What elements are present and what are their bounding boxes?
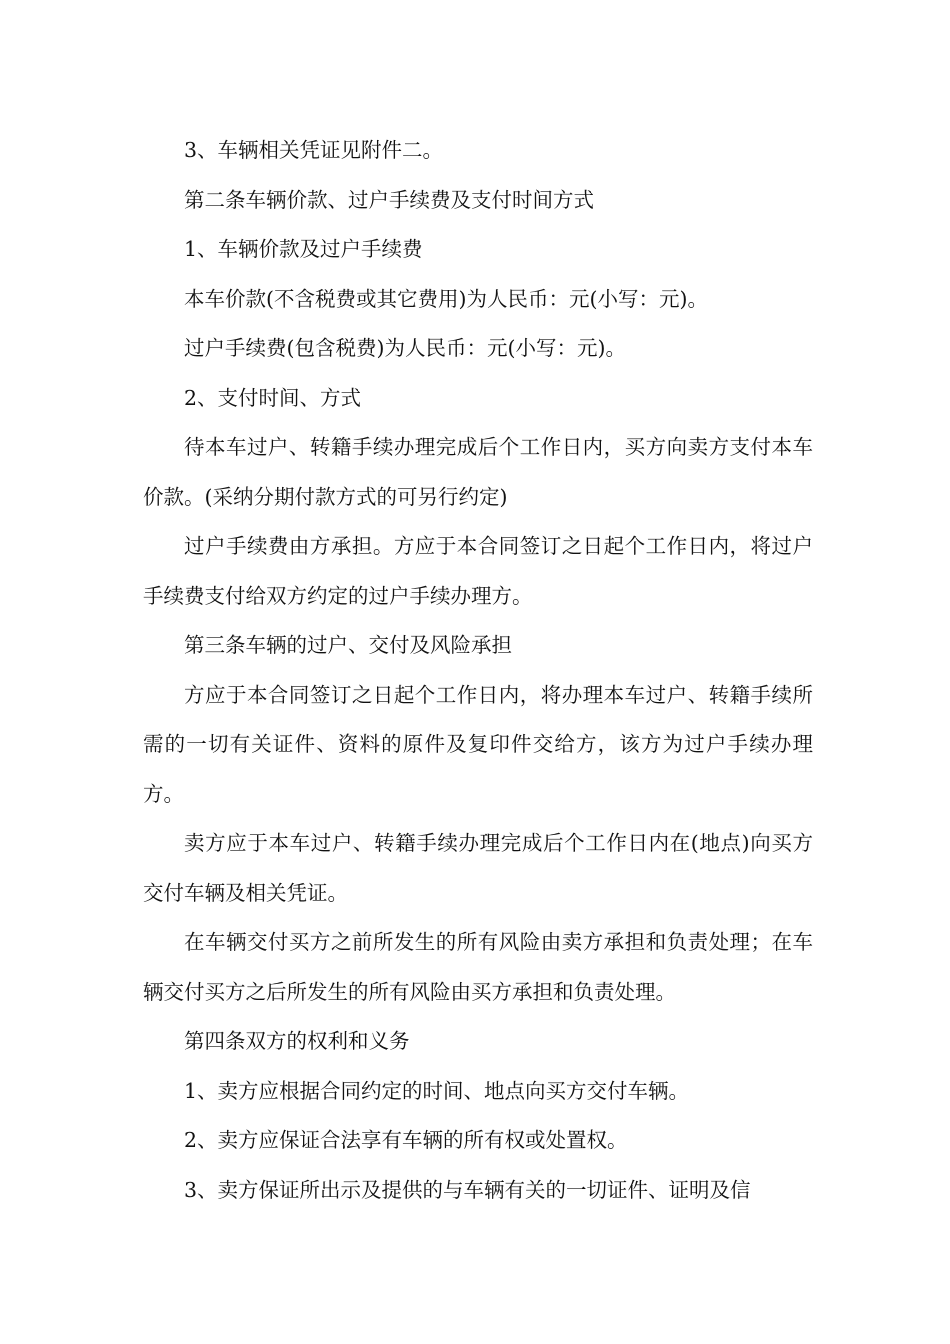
transfer-documents-paragraph: 方应于本合同签订之日起个工作日内，将办理本车过户、转籍手续所需的一切有关证件、资料的原件及复印件交给方，该方为过户手续办理方。 — [143, 682, 813, 806]
seller-obligation-2: 2、卖方应保证合法享有车辆的所有权或处置权。 — [184, 1128, 628, 1152]
seller-obligation-3: 3、卖方保证所出示及提供的与车辆有关的一切证件、证明及信 — [184, 1177, 751, 1202]
risk-bearing-paragraph: 在车辆交付买方之前所发生的所有风险由卖方承担和负责处理；在车辆交付买方之后所发生的所有风险由买方承担和负责处理。 — [143, 930, 813, 1004]
article-2-heading: 第二条车辆价款、过户手续费及支付时间方式 — [184, 187, 594, 212]
vehicle-delivery-paragraph: 卖方应于本车过户、转籍手续办理完成后个工作日内在(地点)向买方交付车辆及相关凭证。 — [143, 831, 813, 905]
document-body — [143, 126, 813, 1215]
transfer-fee-bearer-paragraph: 过户手续费由方承担。方应于本合同签订之日起个工作日内，将过户手续费支付给双方约定的过户手续办理方。 — [143, 534, 813, 608]
payment-time-paragraph: 待本车过户、转籍手续办理完成后个工作日内，买方向卖方支付本车价款。(采纳分期付款方式的可另行约定) — [143, 435, 813, 509]
seller-obligation-1: 1、卖方应根据合同约定的时间、地点向买方交付车辆。 — [184, 1078, 690, 1103]
clause-item-1-price-fees: 1、车辆价款及过户手续费 — [184, 237, 423, 261]
vehicle-price-paragraph: 本车价款(不含税费或其它费用)为人民币：元(小写：元)。 — [184, 286, 708, 311]
clause-item-2-payment: 2、支付时间、方式 — [184, 385, 362, 410]
article-3-heading: 第三条车辆的过户、交付及风险承担 — [184, 633, 512, 657]
article-4-heading: 第四条双方的权利和义务 — [184, 1029, 410, 1053]
clause-item-3-documents: 3、车辆相关凭证见附件二。 — [184, 138, 444, 162]
transfer-fee-paragraph: 过户手续费(包含税费)为人民币：元(小写：元)。 — [184, 336, 626, 360]
